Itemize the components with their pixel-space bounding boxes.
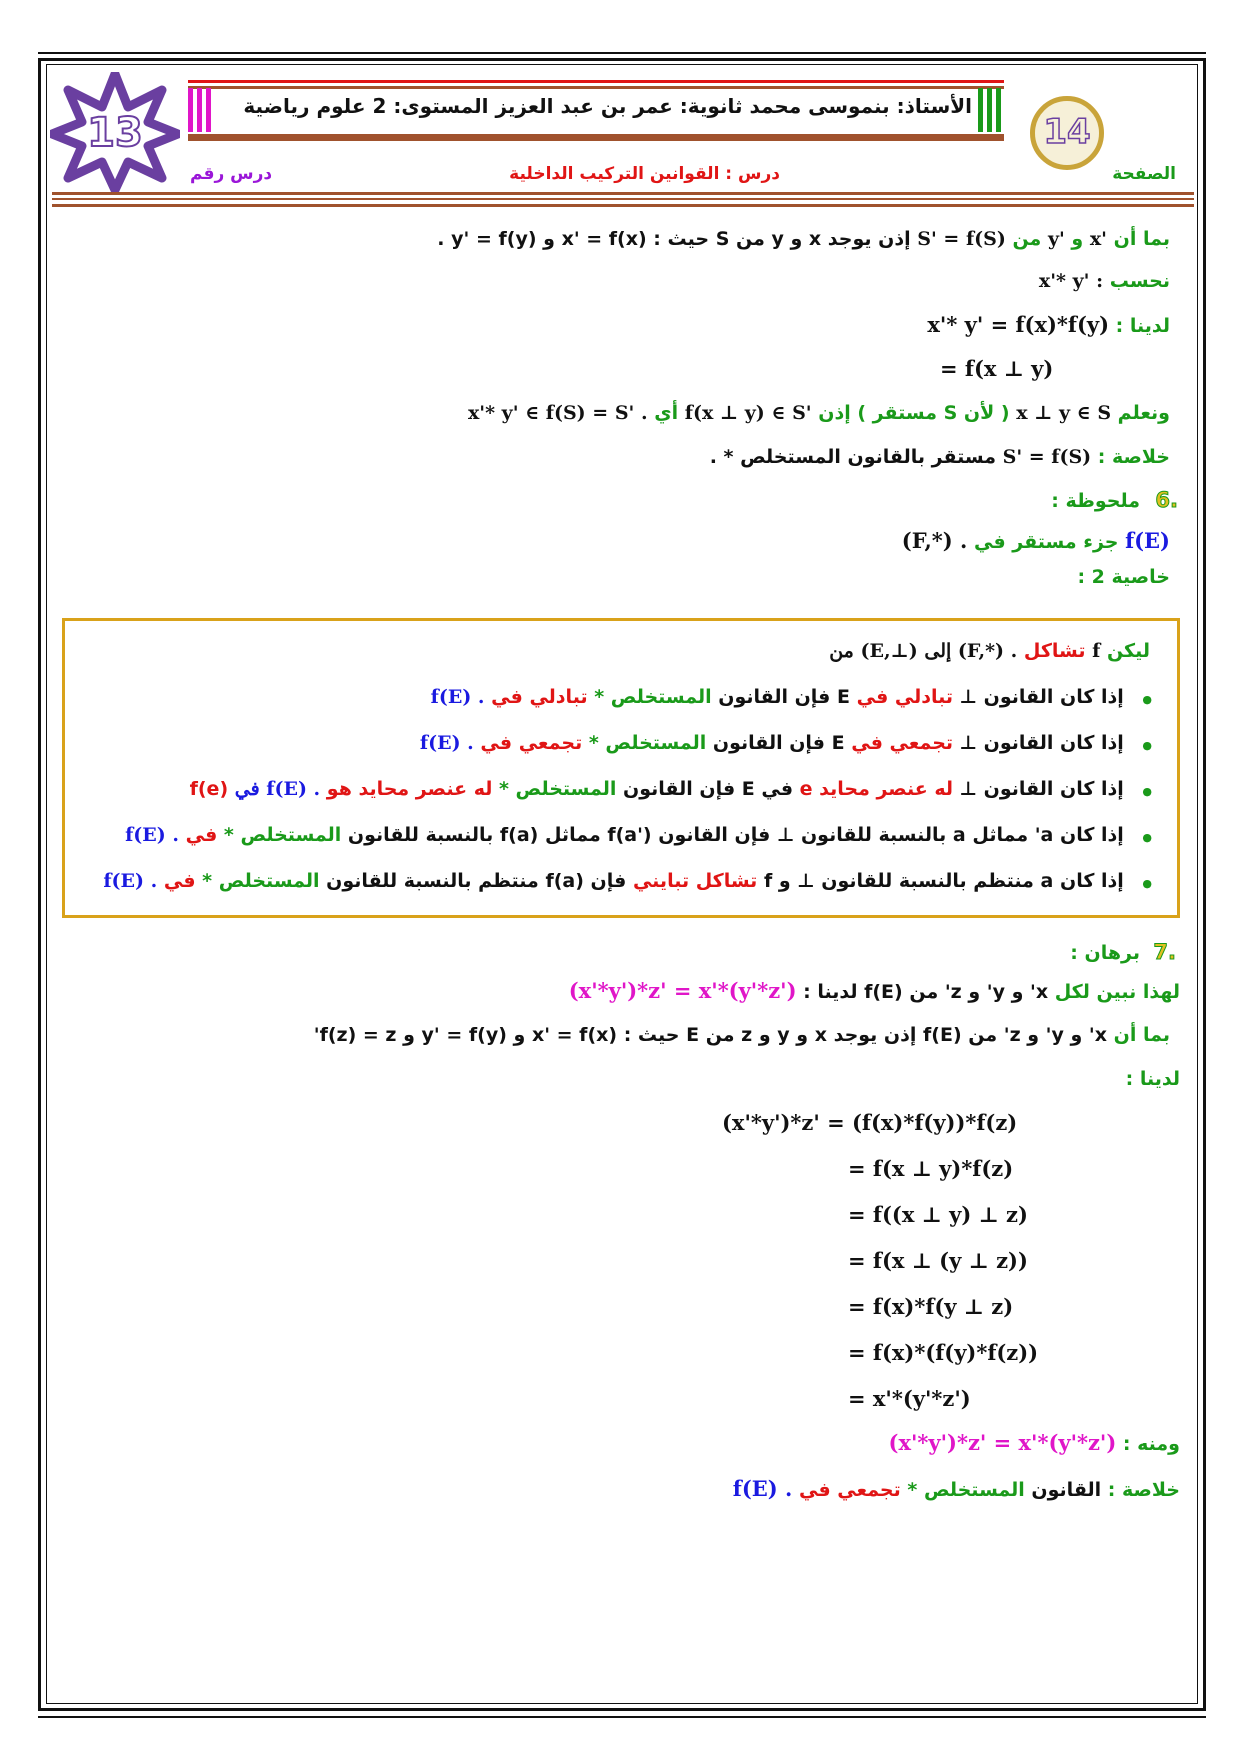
note-line: f(E) جزء مستقر في (F,*) . (901, 528, 1170, 553)
star-badge (50, 72, 180, 192)
proof-number: 7. (1153, 940, 1176, 964)
proof-eq-4: = f(x ⊥ (y ⊥ z)) (848, 1248, 1028, 1273)
proof-line3: لدينا : (1125, 1068, 1180, 1090)
proof-line1: لهذا نبين لكل x' و y' و z' من f(E) لدينا : (x'*y')*z' = x'*(y'*z') (568, 978, 1180, 1003)
note-number: 6. (1155, 488, 1178, 512)
proof-conclusion: ومنه : (x'*y')*z' = x'*(y'*z') (888, 1430, 1180, 1455)
header-sep-2 (52, 198, 1194, 200)
header-bar-brown (188, 86, 1004, 89)
proof-eq-2: = f(x ⊥ y)*f(z) (848, 1156, 1014, 1181)
proof-title: برهان : (1070, 942, 1140, 964)
teacher-line: الأستاذ: بنموسى محمد ثانوية: عمر بن عبد العزيز المستوى: 2 علوم رياضية (243, 94, 972, 118)
proof-eq-1: (x'*y')*z' = (f(x)*f(y))*f(z) (722, 1110, 1018, 1135)
proof-eq-5: = f(x)*f(y ⊥ z) (848, 1294, 1014, 1319)
star-number: 13 (87, 110, 143, 156)
sec1-line6: خلاصة : S' = f(S) مستقر بالقانون المستخلص * . (709, 446, 1170, 468)
property-title: خاصية 2 : (1077, 566, 1170, 588)
box-item-2: ● إذا كان القانون ⊥ تجمعي في E فإن القانون المستخلص * تجمعي في f(E) . (420, 732, 1152, 754)
green-stripes (978, 88, 1002, 132)
magenta-stripes (188, 88, 210, 132)
sec1-line5: ونعلم x ⊥ y ∈ S ( لأن S مستقر ) إذن f(x ⊥ y) ∈ S' أي x'* y' ∈ f(S) = S' . (467, 402, 1170, 424)
page-number: 14 (1043, 112, 1091, 152)
header-bar-red (188, 80, 1004, 83)
proof-line2: بما أن x' و y' و z' من f(E) إذن يوجد x و y و z من E حيث : x' = f(x) و y' = f(y) و f(z) = z' (313, 1024, 1170, 1046)
header-sep-3 (52, 204, 1194, 207)
proof-eq-3: = f((x ⊥ y) ⊥ z) (848, 1202, 1028, 1227)
proof-eq-6: = f(x)*(f(y)*f(z)) (848, 1340, 1039, 1365)
sec1-line2: نحسب x'* y' : (1038, 270, 1170, 292)
header-bar-thick (188, 134, 1004, 141)
sec1-line3: لدينا : x'* y' = f(x)*f(y) (927, 312, 1170, 337)
header-sep-1 (52, 192, 1194, 195)
box-item-5: ● إذا كان a منتظم بالنسبة للقانون ⊥ و f تشاكل تبايني فإن f(a) منتظم بالنسبة للقانون المستخلص * في f(E) . (103, 870, 1152, 892)
box-item-1: ● إذا كان القانون ⊥ تبادلي في E فإن القانون المستخلص * تبادلي في f(E) . (431, 686, 1152, 708)
proof-eq-7: = x'*(y'*z') (848, 1386, 971, 1411)
lesson-title: درس : القوانين التركيب الداخلية (509, 164, 780, 184)
proof-final: خلاصة : القانون المستخلص * تجمعي في f(E) . (732, 1476, 1180, 1501)
bottom-rule (38, 1716, 1206, 1718)
page-label: الصفحة (1112, 164, 1176, 184)
top-rule (38, 52, 1206, 54)
sec1-line1: بما أن x' و y' من S' = f(S) إذن يوجد x و y من S حيث : x' = f(x) و y' = f(y) . (437, 228, 1170, 250)
sec1-line4: = f(x ⊥ y) (940, 356, 1054, 381)
page-circle (1030, 96, 1104, 170)
box-item-4: ● إذا كان a' مماثل a بالنسبة للقانون ⊥ فإن القانون f(a') مماثل f(a) بالنسبة للقانون المستخلص * في f(E) . (125, 824, 1152, 846)
box-item-3: ● إذا كان القانون ⊥ له عنصر محايد e في E فإن القانون المستخلص * له عنصر محايد هو f(e) في f(E) . (190, 778, 1152, 800)
box-intro: ليكن f تشاكل من (E,⊥) إلى (F,*) . (829, 640, 1150, 662)
lesson-number-label: درس رقم (190, 164, 273, 184)
note-title: ملحوظة : (1051, 490, 1140, 512)
